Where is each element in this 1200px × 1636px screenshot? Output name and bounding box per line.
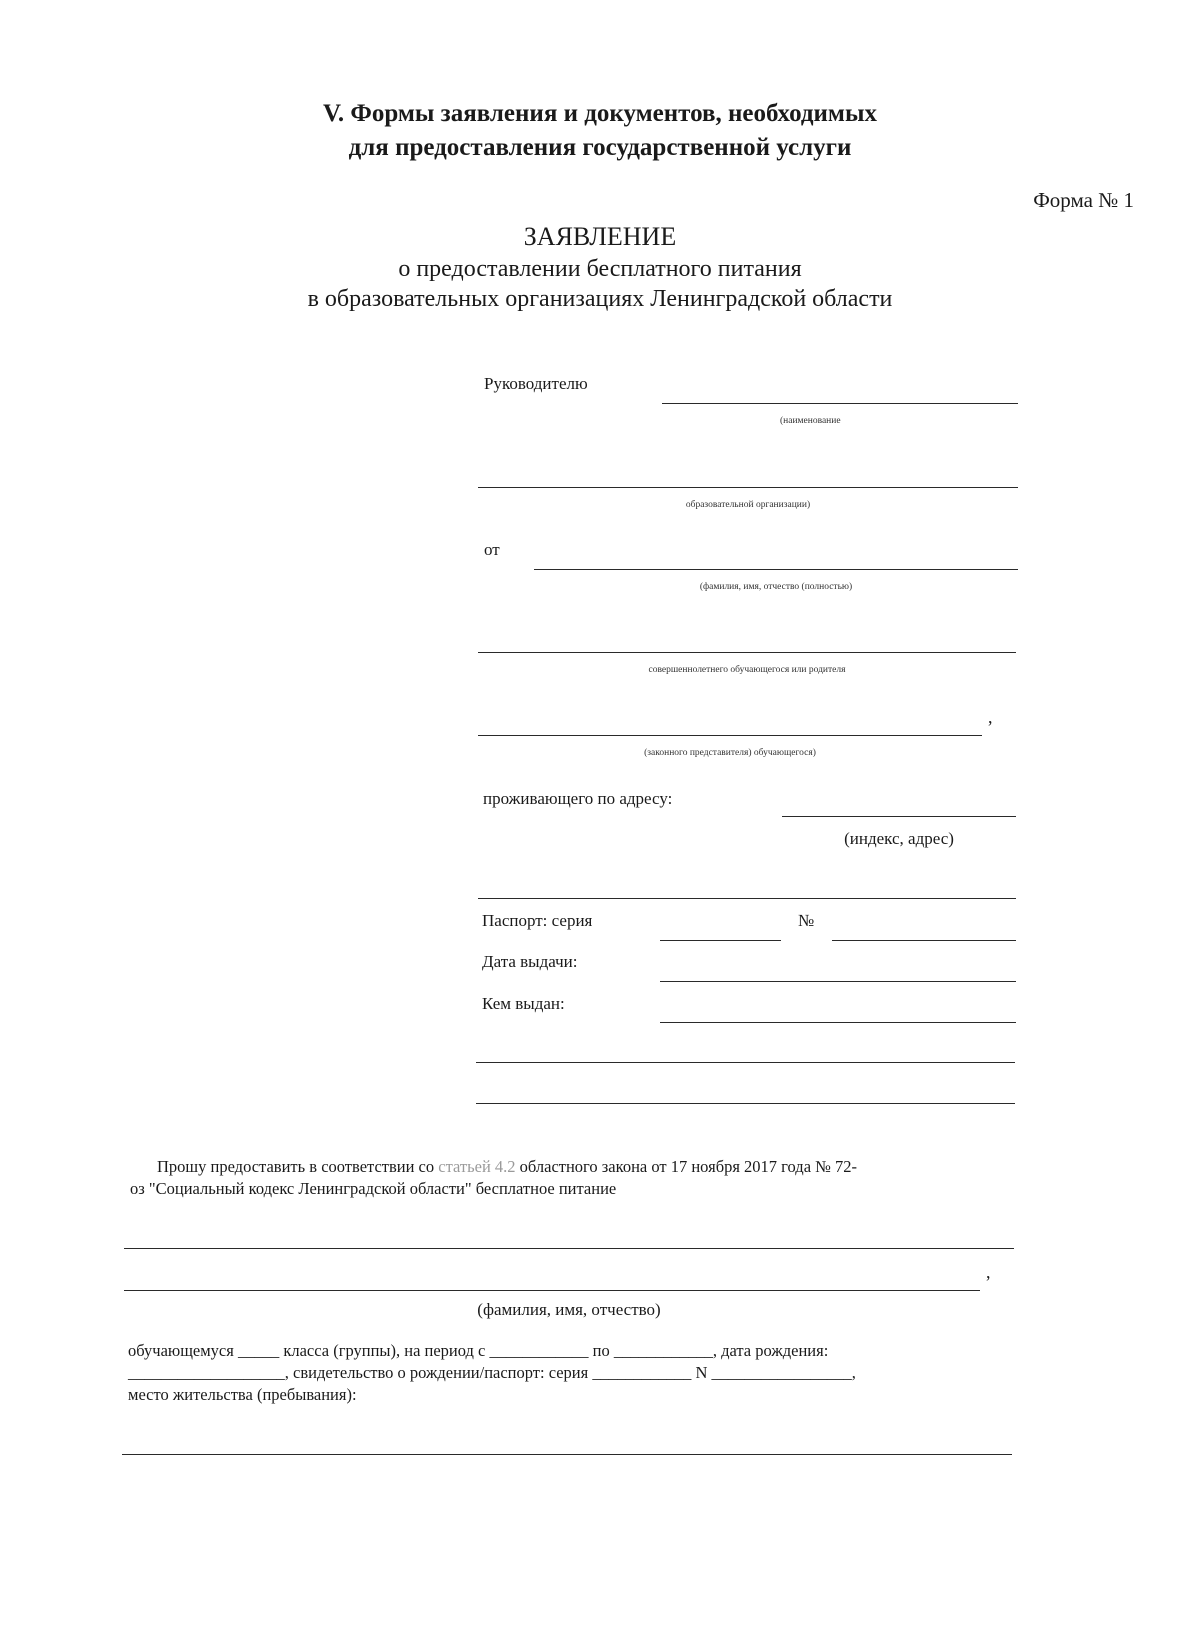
caption-student-fio: (фамилия, имя, отчество)	[477, 1300, 661, 1319]
law-article-link[interactable]: статьей 4.2	[438, 1157, 516, 1176]
issued-by-line-1[interactable]	[660, 1022, 1016, 1023]
addressee-label: Руководителю	[484, 374, 588, 393]
caption-legal: (законного представителя) обучающегося)	[644, 748, 816, 758]
org-name-line-2[interactable]	[478, 487, 1018, 488]
passport-number-label: №	[798, 911, 815, 930]
address-line-2[interactable]	[478, 898, 1016, 899]
address-line-1[interactable]	[782, 816, 1016, 817]
passport-series-label: Паспорт: серия	[482, 911, 593, 930]
student-fio-line-2[interactable]	[124, 1290, 980, 1291]
from-label: от	[484, 540, 500, 559]
section-heading-line1: V. Формы заявления и документов, необходимых	[323, 100, 877, 127]
issue-date-label: Дата выдачи:	[482, 952, 578, 971]
applicant-line-2[interactable]	[478, 652, 1016, 653]
request-paragraph-line1	[157, 1156, 857, 1178]
issued-by-line-2[interactable]	[476, 1062, 1015, 1063]
org-name-line-1[interactable]	[662, 403, 1018, 404]
residence-line[interactable]	[122, 1454, 1012, 1455]
address-label: проживающего по адресу:	[483, 789, 673, 808]
document-subtitle-2: в образовательных организациях Ленинградской области	[307, 286, 893, 312]
issued-by-label: Кем выдан:	[482, 994, 565, 1013]
applicant-fio-line[interactable]	[534, 569, 1018, 570]
caption-adult: совершеннолетнего обучающегося или родителя	[648, 665, 846, 675]
comma-mark: ,	[988, 707, 993, 727]
caption-address: (индекс, адрес)	[844, 829, 954, 848]
student-certificate-line: ___________________, свидетельство о рождении/паспорт: серия ____________ N _________________,	[128, 1363, 856, 1382]
issue-date-line[interactable]	[660, 981, 1016, 982]
section-heading-line2: для предоставления государственной услуги	[348, 134, 852, 161]
request-text-end: областного закона от 17 ноября 2017 года № 72-	[515, 1157, 858, 1176]
document-subtitle-1: о предоставлении бесплатного питания	[398, 256, 802, 282]
request-paragraph-line2: оз "Социальный кодекс Ленинградской области" бесплатное питание	[130, 1179, 617, 1198]
caption-name: (наименование	[780, 416, 841, 426]
request-text-start: Прошу предоставить в соответствии со	[157, 1157, 439, 1176]
issued-by-line-3[interactable]	[476, 1103, 1015, 1104]
residence-label: место жительства (пребывания):	[128, 1385, 357, 1404]
comma-mark-2: ,	[986, 1262, 991, 1282]
caption-fio: (фамилия, имя, отчество (полностью)	[699, 582, 853, 592]
passport-number-line[interactable]	[832, 940, 1016, 941]
student-class-period-line: обучающемуся _____ класса (группы), на период с ____________ по ____________, дата рождения:	[128, 1341, 829, 1360]
student-fio-line-1[interactable]	[124, 1248, 1014, 1249]
caption-org: образовательной организации)	[685, 500, 811, 510]
passport-series-line[interactable]	[660, 940, 781, 941]
applicant-line-3[interactable]	[478, 735, 982, 736]
document-title: ЗАЯВЛЕНИЕ	[523, 222, 677, 251]
form-number: Форма № 1	[1033, 188, 1134, 212]
